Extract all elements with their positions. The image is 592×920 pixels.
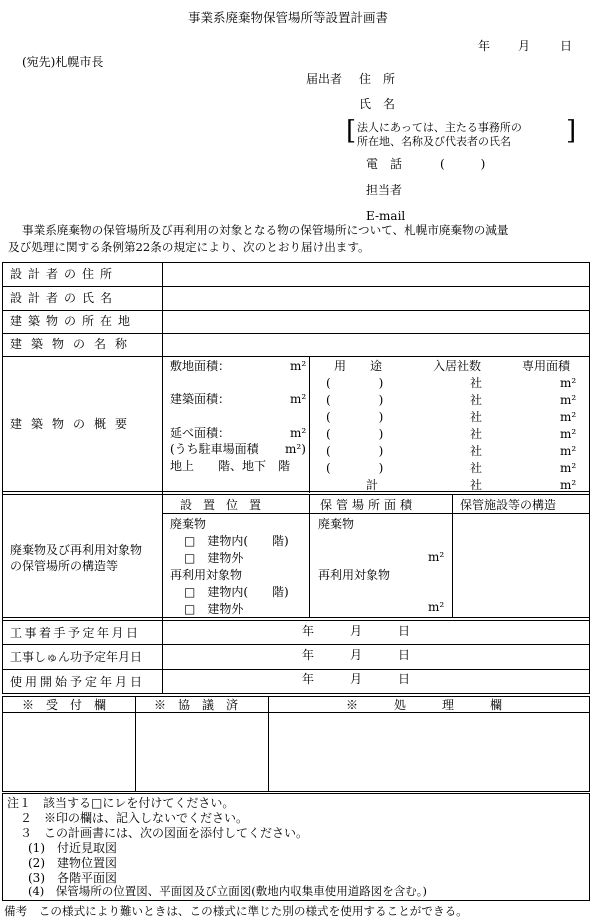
- position-header: 設置位置: [180, 498, 273, 512]
- floor-area-unit: m²: [290, 426, 307, 440]
- phone-parens: ( ): [440, 157, 486, 171]
- tenants-header: 入居社数: [433, 359, 482, 373]
- name-label: 氏 名: [359, 97, 396, 111]
- area-unit-5: m²: [560, 444, 577, 458]
- building-area-unit: m²: [290, 392, 307, 406]
- storage-label-1: 廃棄物及び再利用対象物: [10, 543, 143, 557]
- parking-area-unit: m²): [285, 442, 306, 456]
- waste-area-unit: m²: [428, 550, 445, 564]
- use-row-6: ( ): [326, 461, 384, 475]
- reception-header: ※ 受 付 欄: [22, 698, 107, 712]
- construction-start-date: 年 月 日: [302, 624, 415, 638]
- recycle-area-label: 再利用対象物: [318, 568, 391, 582]
- page-title: 事業系廃棄物保管場所等設置計画書: [188, 10, 389, 25]
- completion-date: 年 月 日: [302, 648, 415, 662]
- use-header: 用 途: [334, 359, 383, 373]
- consultation-header: ※ 協 議 済: [154, 698, 239, 712]
- structure-header: 保管施設等の構造: [460, 498, 557, 512]
- tenant-unit-6: 社: [470, 461, 483, 475]
- area-header: 保管場所面積: [320, 498, 417, 512]
- address-label: 住 所: [359, 72, 396, 86]
- note-1: 注１ 該当する□にレを付けてください。: [7, 796, 235, 810]
- tenant-unit-1: 社: [470, 376, 483, 390]
- storage-label-2: の保管場所の構造等: [10, 559, 119, 573]
- submitter-label: 届出者: [306, 72, 343, 86]
- drawing-4: (4) 保管場所の位置図、平面図及び立面図(敷地内収集車使用道路図を含む。): [28, 884, 428, 898]
- person-label: 担当者: [366, 183, 403, 197]
- area-unit-1: m²: [560, 376, 577, 390]
- designer-name-label: 設計者の氏名: [10, 291, 119, 305]
- area-unit-6: m²: [560, 461, 577, 475]
- drawing-3: (3) 各階平面図: [28, 871, 117, 885]
- use-row-5: ( ): [326, 444, 384, 458]
- total-label: 計: [366, 478, 379, 492]
- recycle-label: 再利用対象物: [170, 568, 243, 582]
- use-row-4: ( ): [326, 427, 384, 441]
- designer-address-label: 設計者の住所: [10, 267, 119, 281]
- recycle-outdoor-checkbox[interactable]: □ 建物外: [184, 602, 244, 616]
- completion-label: 工事しゅん功予定年月日: [10, 650, 143, 664]
- note-2: ２ ※印の欄は、記入しないでください。: [20, 811, 249, 825]
- addressee: (宛先)札幌市長: [22, 55, 104, 69]
- private-area-header: 専用面積: [522, 359, 571, 373]
- area-unit-total: m²: [560, 478, 577, 492]
- recycle-area-unit: m²: [428, 600, 445, 614]
- use-row-1: ( ): [326, 376, 384, 390]
- remark: 備考 この様式により難いときは、この様式に準じた別の様式を使用することができる。: [4, 904, 468, 918]
- site-area-label: 敷地面積：: [170, 359, 231, 373]
- intro-line-2: 及び処理に関する条例第22条の規定により、次のとおり届け出ます。: [8, 240, 370, 254]
- intro-line-1: 事業系廃棄物の保管場所及び再利用の対象となる物の保管場所について、札幌市廃棄物の減量: [22, 223, 509, 237]
- tenant-unit-total: 社: [470, 478, 483, 492]
- recycle-indoor-checkbox[interactable]: □ 建物内( 階): [184, 585, 289, 599]
- drawing-1: (1) 付近見取図: [28, 841, 117, 855]
- use-start-label: 使用開始予定年月日: [10, 675, 146, 689]
- area-unit-4: m²: [560, 427, 577, 441]
- date-year: 年: [478, 39, 491, 53]
- corp-note-1: 法人にあっては、主たる事務所の: [357, 121, 522, 134]
- corp-note-2: 所在地、名称及び代表者の氏名: [357, 135, 511, 148]
- area-unit-2: m²: [560, 393, 577, 407]
- date-month: 月: [518, 39, 531, 53]
- note-3: ３ この計画書には、次の図面を添付してください。: [20, 826, 309, 840]
- use-row-2: ( ): [326, 393, 384, 407]
- tenant-unit-3: 社: [470, 410, 483, 424]
- use-row-3: ( ): [326, 410, 384, 424]
- use-start-date: 年 月 日: [302, 672, 415, 686]
- left-bracket: [: [346, 116, 357, 146]
- waste-area-label: 廃棄物: [318, 517, 355, 531]
- tenant-unit-5: 社: [470, 444, 483, 458]
- right-bracket: ]: [566, 116, 577, 146]
- building-location-label: 建築物の所在地: [10, 314, 137, 328]
- waste-label: 廃棄物: [170, 517, 207, 531]
- processing-header: ※ 処 理 欄: [346, 698, 503, 712]
- tenant-unit-4: 社: [470, 427, 483, 441]
- date-day: 日: [560, 39, 573, 53]
- floor-area-label: 延べ面積：: [170, 426, 231, 440]
- site-area-unit: m²: [290, 359, 307, 373]
- waste-outdoor-checkbox[interactable]: □ 建物外: [184, 551, 244, 565]
- phone-label: 電 話: [366, 157, 403, 171]
- area-unit-3: m²: [560, 410, 577, 424]
- drawing-2: (2) 建物位置図: [28, 856, 117, 870]
- building-overview-label: 建築物の概要: [10, 417, 137, 431]
- email-label: E-mail: [366, 209, 406, 223]
- waste-indoor-checkbox[interactable]: □ 建物内( 階): [184, 534, 289, 548]
- floors-label: 地上 階、地下 階: [170, 459, 291, 473]
- parking-area-label: (うち駐車場面積: [170, 442, 259, 456]
- construction-start-label: 工事着手予定年月日: [10, 626, 141, 640]
- tenant-unit-2: 社: [470, 393, 483, 407]
- building-name-label: 建築物の名称: [10, 337, 137, 351]
- building-area-label: 建築面積：: [170, 392, 231, 406]
